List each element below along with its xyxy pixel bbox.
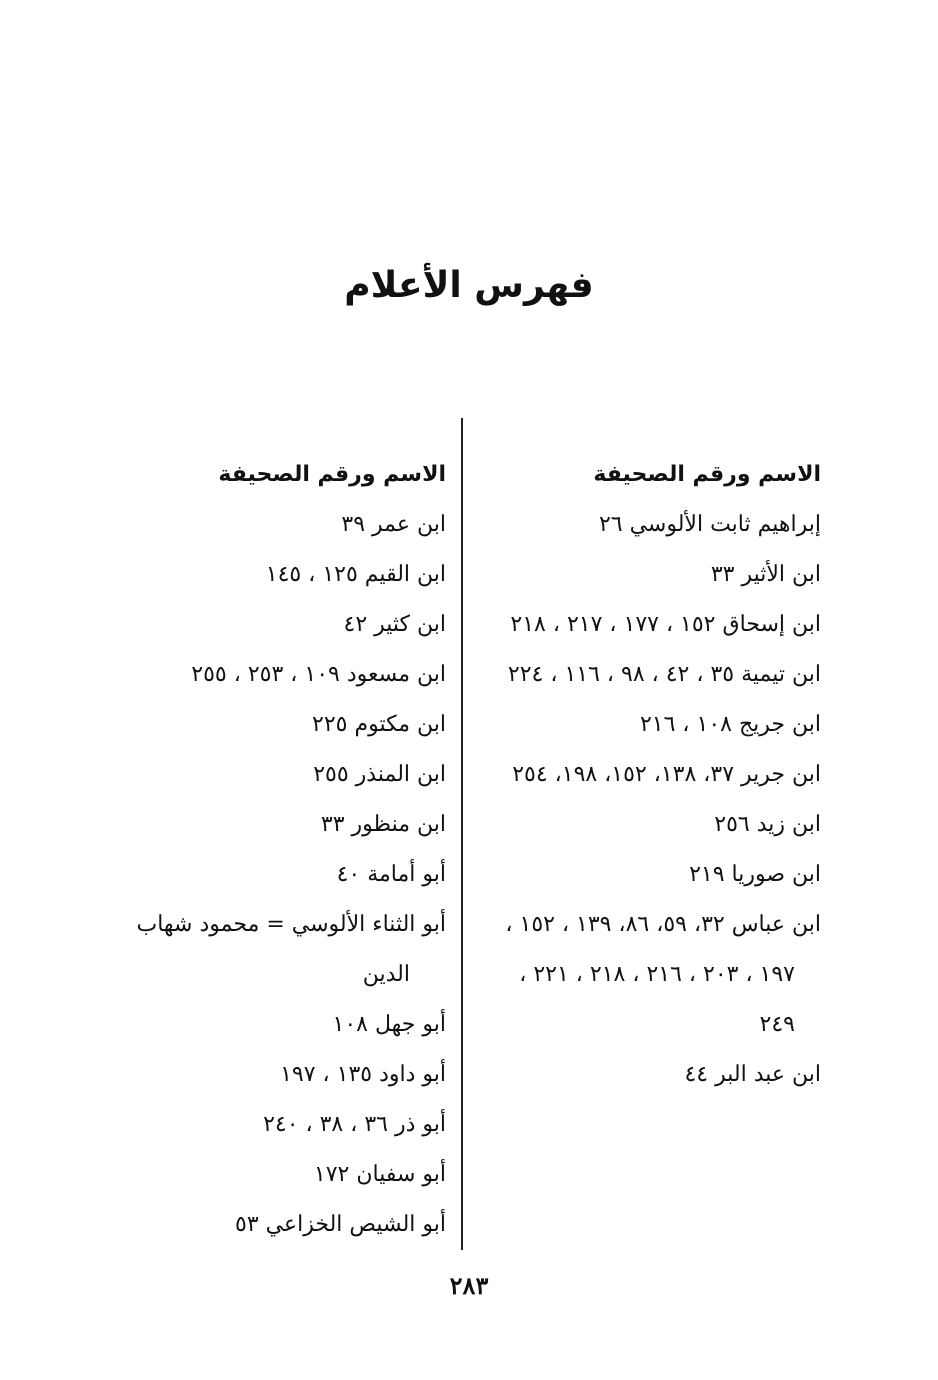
index-column-right: [481, 450, 821, 1100]
index-entry: ابن كثير ٤٢: [343, 612, 446, 637]
index-entry: ابن منظور ٣٣: [320, 812, 446, 837]
index-entry: ابن إسحاق ١٥٢ ، ١٧٧ ، ٢١٧ ، ٢١٨: [510, 612, 821, 637]
index-entry: أبو الشيص الخزاعي ٥٣: [235, 1212, 446, 1237]
index-entry: ابن صوريا ٢١٩: [689, 862, 821, 887]
index-entry: ابن مكتوم ٢٢٥: [312, 712, 446, 737]
index-column-left: [96, 450, 446, 1250]
index-entry: ابن تيمية ٣٥ ، ٤٢ ، ٩٨ ، ١١٦ ، ٢٢٤: [507, 662, 821, 687]
index-entry: أبو أمامة ٤٠: [336, 862, 446, 887]
index-entry: ابن عباس ٣٢، ٥٩، ٨٦، ١٣٩ ، ١٥٢ ، ١٩٧ ، ٢٠٣ ، ٢١٦ ، ٢١٨ ، ٢٢١ ، ٢٤٩: [505, 912, 821, 1037]
page-title: فهرس الأعلام: [344, 265, 594, 306]
index-entry: ابن الأثير ٣٣: [710, 562, 821, 587]
index-entry: أبو داود ١٣٥ ، ١٩٧: [280, 1062, 446, 1087]
index-entry: أبو جهل ١٠٨: [332, 1012, 446, 1037]
index-entry: أبو سفيان ١٧٢: [313, 1162, 446, 1187]
column-divider: [461, 418, 463, 1250]
index-entry: أبو ذر ٣٦ ، ٣٨ ، ٢٤٠: [263, 1112, 446, 1137]
column-header: الاسم ورقم الصحيفة: [218, 462, 446, 487]
index-entry: ابن عبد البر ٤٤: [684, 1062, 821, 1087]
index-entry: ابن زيد ٢٥٦: [714, 812, 821, 837]
index-entry: ابن القيم ١٢٥ ، ١٤٥: [265, 562, 446, 587]
column-header: الاسم ورقم الصحيفة: [593, 462, 821, 487]
index-entry: ابن عمر ٣٩: [341, 512, 446, 537]
index-entry: ابن جريج ١٠٨ ، ٢١٦: [639, 712, 821, 737]
index-entry: ابن المنذر ٢٥٥: [313, 762, 446, 787]
index-entry: ابن مسعود ١٠٩ ، ٢٥٣ ، ٢٥٥: [191, 662, 446, 687]
page-number: ٢٨٣: [449, 1271, 489, 1300]
index-entry: ابن جرير ٣٧، ١٣٨، ١٥٢، ١٩٨، ٢٥٤: [512, 762, 821, 787]
index-entry: إبراهيم ثابت الألوسي ٢٦: [598, 512, 821, 537]
index-entry: أبو الثناء الألوسي = محمود شهاب الدين: [136, 912, 446, 987]
